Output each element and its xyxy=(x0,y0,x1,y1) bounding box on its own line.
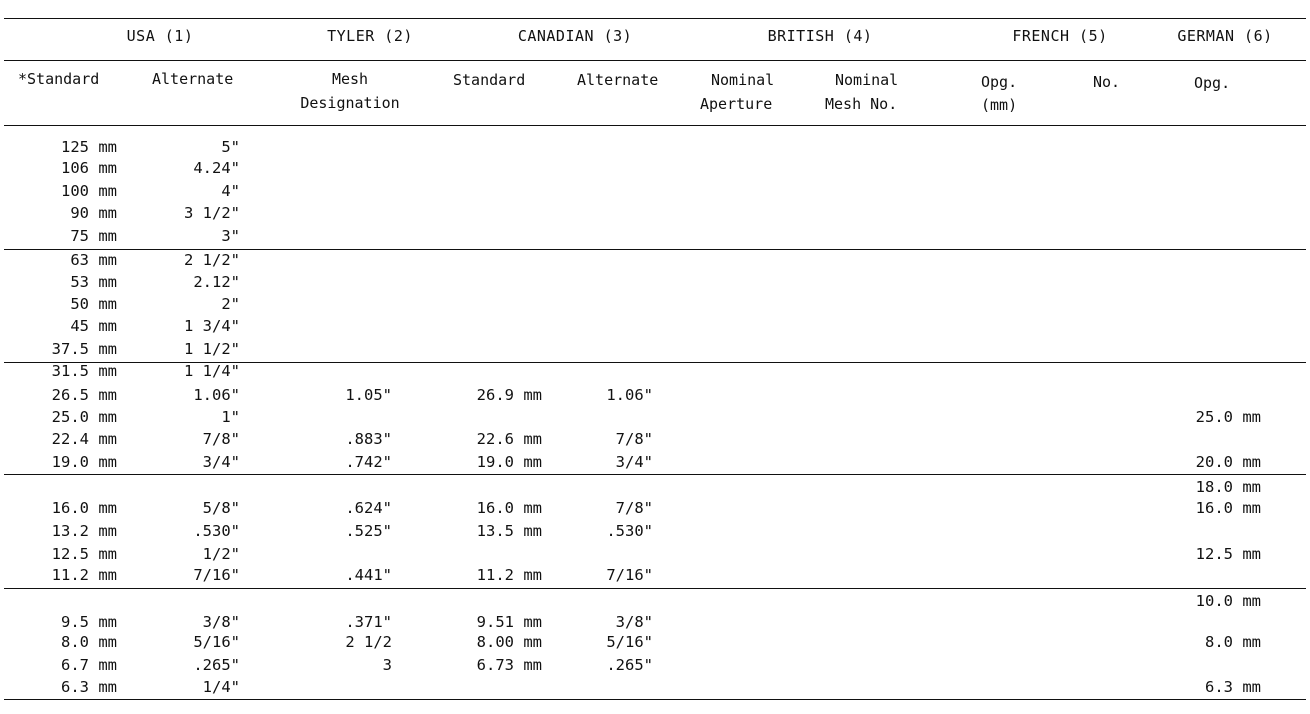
group-header-german: GERMAN (6) xyxy=(1177,27,1273,45)
cell-tyler: .624" xyxy=(345,499,392,517)
cell-ger: 18.0 mm xyxy=(1195,478,1261,496)
cell-can-std: 13.5 mm xyxy=(476,522,542,540)
group-header-french: FRENCH (5) xyxy=(1012,27,1108,45)
cell-can-std: 11.2 mm xyxy=(476,566,542,584)
subheader-french-opg-1: Opg. xyxy=(981,73,1018,91)
cell-usa-alt: 3" xyxy=(221,227,240,245)
cell-can-std: 8.00 mm xyxy=(476,633,542,651)
subheader-usa-alternate: Alternate xyxy=(152,70,234,88)
cell-usa-std: 63 mm xyxy=(70,251,117,269)
cell-can-std: 26.9 mm xyxy=(476,386,542,404)
cell-usa-std: 53 mm xyxy=(70,273,117,291)
subheader-french-no: No. xyxy=(1093,73,1121,91)
cell-usa-std: 19.0 mm xyxy=(51,453,117,471)
cell-can-alt: 7/16" xyxy=(606,566,653,584)
cell-can-alt: .530" xyxy=(606,522,653,540)
cell-can-std: 6.73 mm xyxy=(476,656,542,674)
cell-can-alt: 7/8" xyxy=(615,430,653,448)
cell-can-std: 19.0 mm xyxy=(476,453,542,471)
cell-usa-std: 26.5 mm xyxy=(51,386,117,404)
group-header-rule xyxy=(4,60,1306,61)
cell-can-std: 22.6 mm xyxy=(476,430,542,448)
cell-tyler: .742" xyxy=(345,453,392,471)
cell-usa-alt: .265" xyxy=(193,656,240,674)
subheader-canadian-alternate: Alternate xyxy=(577,71,659,89)
cell-usa-alt: 4.24" xyxy=(193,159,240,177)
cell-tyler: .441" xyxy=(345,566,392,584)
cell-usa-std: 75 mm xyxy=(70,227,117,245)
subheader-british-aperture-2: Aperture xyxy=(700,95,773,113)
cell-usa-std: 106 mm xyxy=(61,159,117,177)
cell-usa-alt: 7/16" xyxy=(193,566,240,584)
group-separator-3 xyxy=(4,474,1306,475)
cell-usa-alt: 5" xyxy=(221,138,240,156)
cell-usa-alt: 2" xyxy=(221,295,240,313)
cell-tyler: 3 xyxy=(382,656,392,674)
subheader-tyler-mesh: Mesh xyxy=(331,70,369,88)
cell-usa-alt: 4" xyxy=(221,182,240,200)
cell-usa-std: 31.5 mm xyxy=(51,362,117,380)
cell-usa-std: 125 mm xyxy=(61,138,117,156)
subheader-tyler-designation: Designation xyxy=(300,94,400,112)
cell-usa-alt: 7/8" xyxy=(202,430,240,448)
cell-can-alt: 1.06" xyxy=(606,386,653,404)
cell-ger: 6.3 mm xyxy=(1205,678,1261,696)
subheader-british-aperture-1: Nominal xyxy=(711,71,775,89)
cell-usa-alt: 2.12" xyxy=(193,273,240,291)
cell-usa-std: 22.4 mm xyxy=(51,430,117,448)
cell-usa-std: 45 mm xyxy=(70,317,117,335)
cell-usa-alt: 5/8" xyxy=(202,499,240,517)
subheader-canadian-standard: Standard xyxy=(453,71,526,89)
cell-can-alt: 3/8" xyxy=(615,613,653,631)
cell-ger: 20.0 mm xyxy=(1195,453,1261,471)
cell-tyler: .525" xyxy=(345,522,392,540)
cell-usa-std: 16.0 mm xyxy=(51,499,117,517)
group-header-usa: USA (1) xyxy=(126,27,194,45)
cell-can-alt: .265" xyxy=(606,656,653,674)
group-header-british: BRITISH (4) xyxy=(767,27,873,45)
subheader-british-mesh-2: Mesh No. xyxy=(825,95,898,113)
cell-tyler: .883" xyxy=(345,430,392,448)
cell-tyler: 1.05" xyxy=(345,386,392,404)
cell-can-std: 16.0 mm xyxy=(476,499,542,517)
cell-can-std: 9.51 mm xyxy=(476,613,542,631)
table-bottom-rule xyxy=(4,699,1306,700)
cell-tyler: 2 1/2 xyxy=(345,633,392,651)
cell-usa-alt: 3/8" xyxy=(202,613,240,631)
cell-usa-alt: 1/4" xyxy=(202,678,240,696)
cell-can-alt: 3/4" xyxy=(615,453,653,471)
cell-ger: 16.0 mm xyxy=(1195,499,1261,517)
cell-usa-std: 50 mm xyxy=(70,295,117,313)
group-header-tyler: TYLER (2) xyxy=(327,27,413,45)
cell-usa-std: 13.2 mm xyxy=(51,522,117,540)
cell-ger: 25.0 mm xyxy=(1195,408,1261,426)
cell-usa-alt: 1 1/2" xyxy=(184,340,240,358)
cell-usa-alt: 5/16" xyxy=(193,633,240,651)
subheader-british-mesh-1: Nominal xyxy=(835,71,899,89)
cell-usa-alt: .530" xyxy=(193,522,240,540)
cell-usa-std: 6.3 mm xyxy=(61,678,117,696)
subheader-french-opg-2: (mm) xyxy=(981,96,1018,114)
cell-usa-std: 37.5 mm xyxy=(51,340,117,358)
cell-usa-std: 11.2 mm xyxy=(51,566,117,584)
cell-usa-alt: 3/4" xyxy=(202,453,240,471)
cell-usa-std: 100 mm xyxy=(61,182,117,200)
cell-usa-alt: 3 1/2" xyxy=(184,204,240,222)
table-top-rule xyxy=(4,18,1306,19)
cell-usa-std: 9.5 mm xyxy=(61,613,117,631)
cell-usa-alt: 2 1/2" xyxy=(184,251,240,269)
cell-usa-alt: 1 3/4" xyxy=(184,317,240,335)
cell-usa-alt: 1" xyxy=(221,408,240,426)
subheader-usa-standard: *Standard xyxy=(18,70,100,88)
cell-can-alt: 7/8" xyxy=(615,499,653,517)
cell-usa-std: 12.5 mm xyxy=(51,545,117,563)
group-header-canadian: CANADIAN (3) xyxy=(517,27,633,45)
group-separator-4 xyxy=(4,588,1306,589)
group-separator-1 xyxy=(4,249,1306,250)
subheader-german-opg: Opg. xyxy=(1194,74,1231,92)
cell-can-alt: 5/16" xyxy=(606,633,653,651)
cell-usa-std: 6.7 mm xyxy=(61,656,117,674)
cell-ger: 10.0 mm xyxy=(1195,592,1261,610)
cell-tyler: .371" xyxy=(345,613,392,631)
cell-usa-alt: 1 1/4" xyxy=(184,362,240,380)
subheader-rule xyxy=(4,125,1306,126)
cell-ger: 12.5 mm xyxy=(1195,545,1261,563)
cell-usa-std: 8.0 mm xyxy=(61,633,117,651)
cell-ger: 8.0 mm xyxy=(1205,633,1261,651)
cell-usa-std: 25.0 mm xyxy=(51,408,117,426)
cell-usa-alt: 1/2" xyxy=(202,545,240,563)
cell-usa-alt: 1.06" xyxy=(193,386,240,404)
cell-usa-std: 90 mm xyxy=(70,204,117,222)
